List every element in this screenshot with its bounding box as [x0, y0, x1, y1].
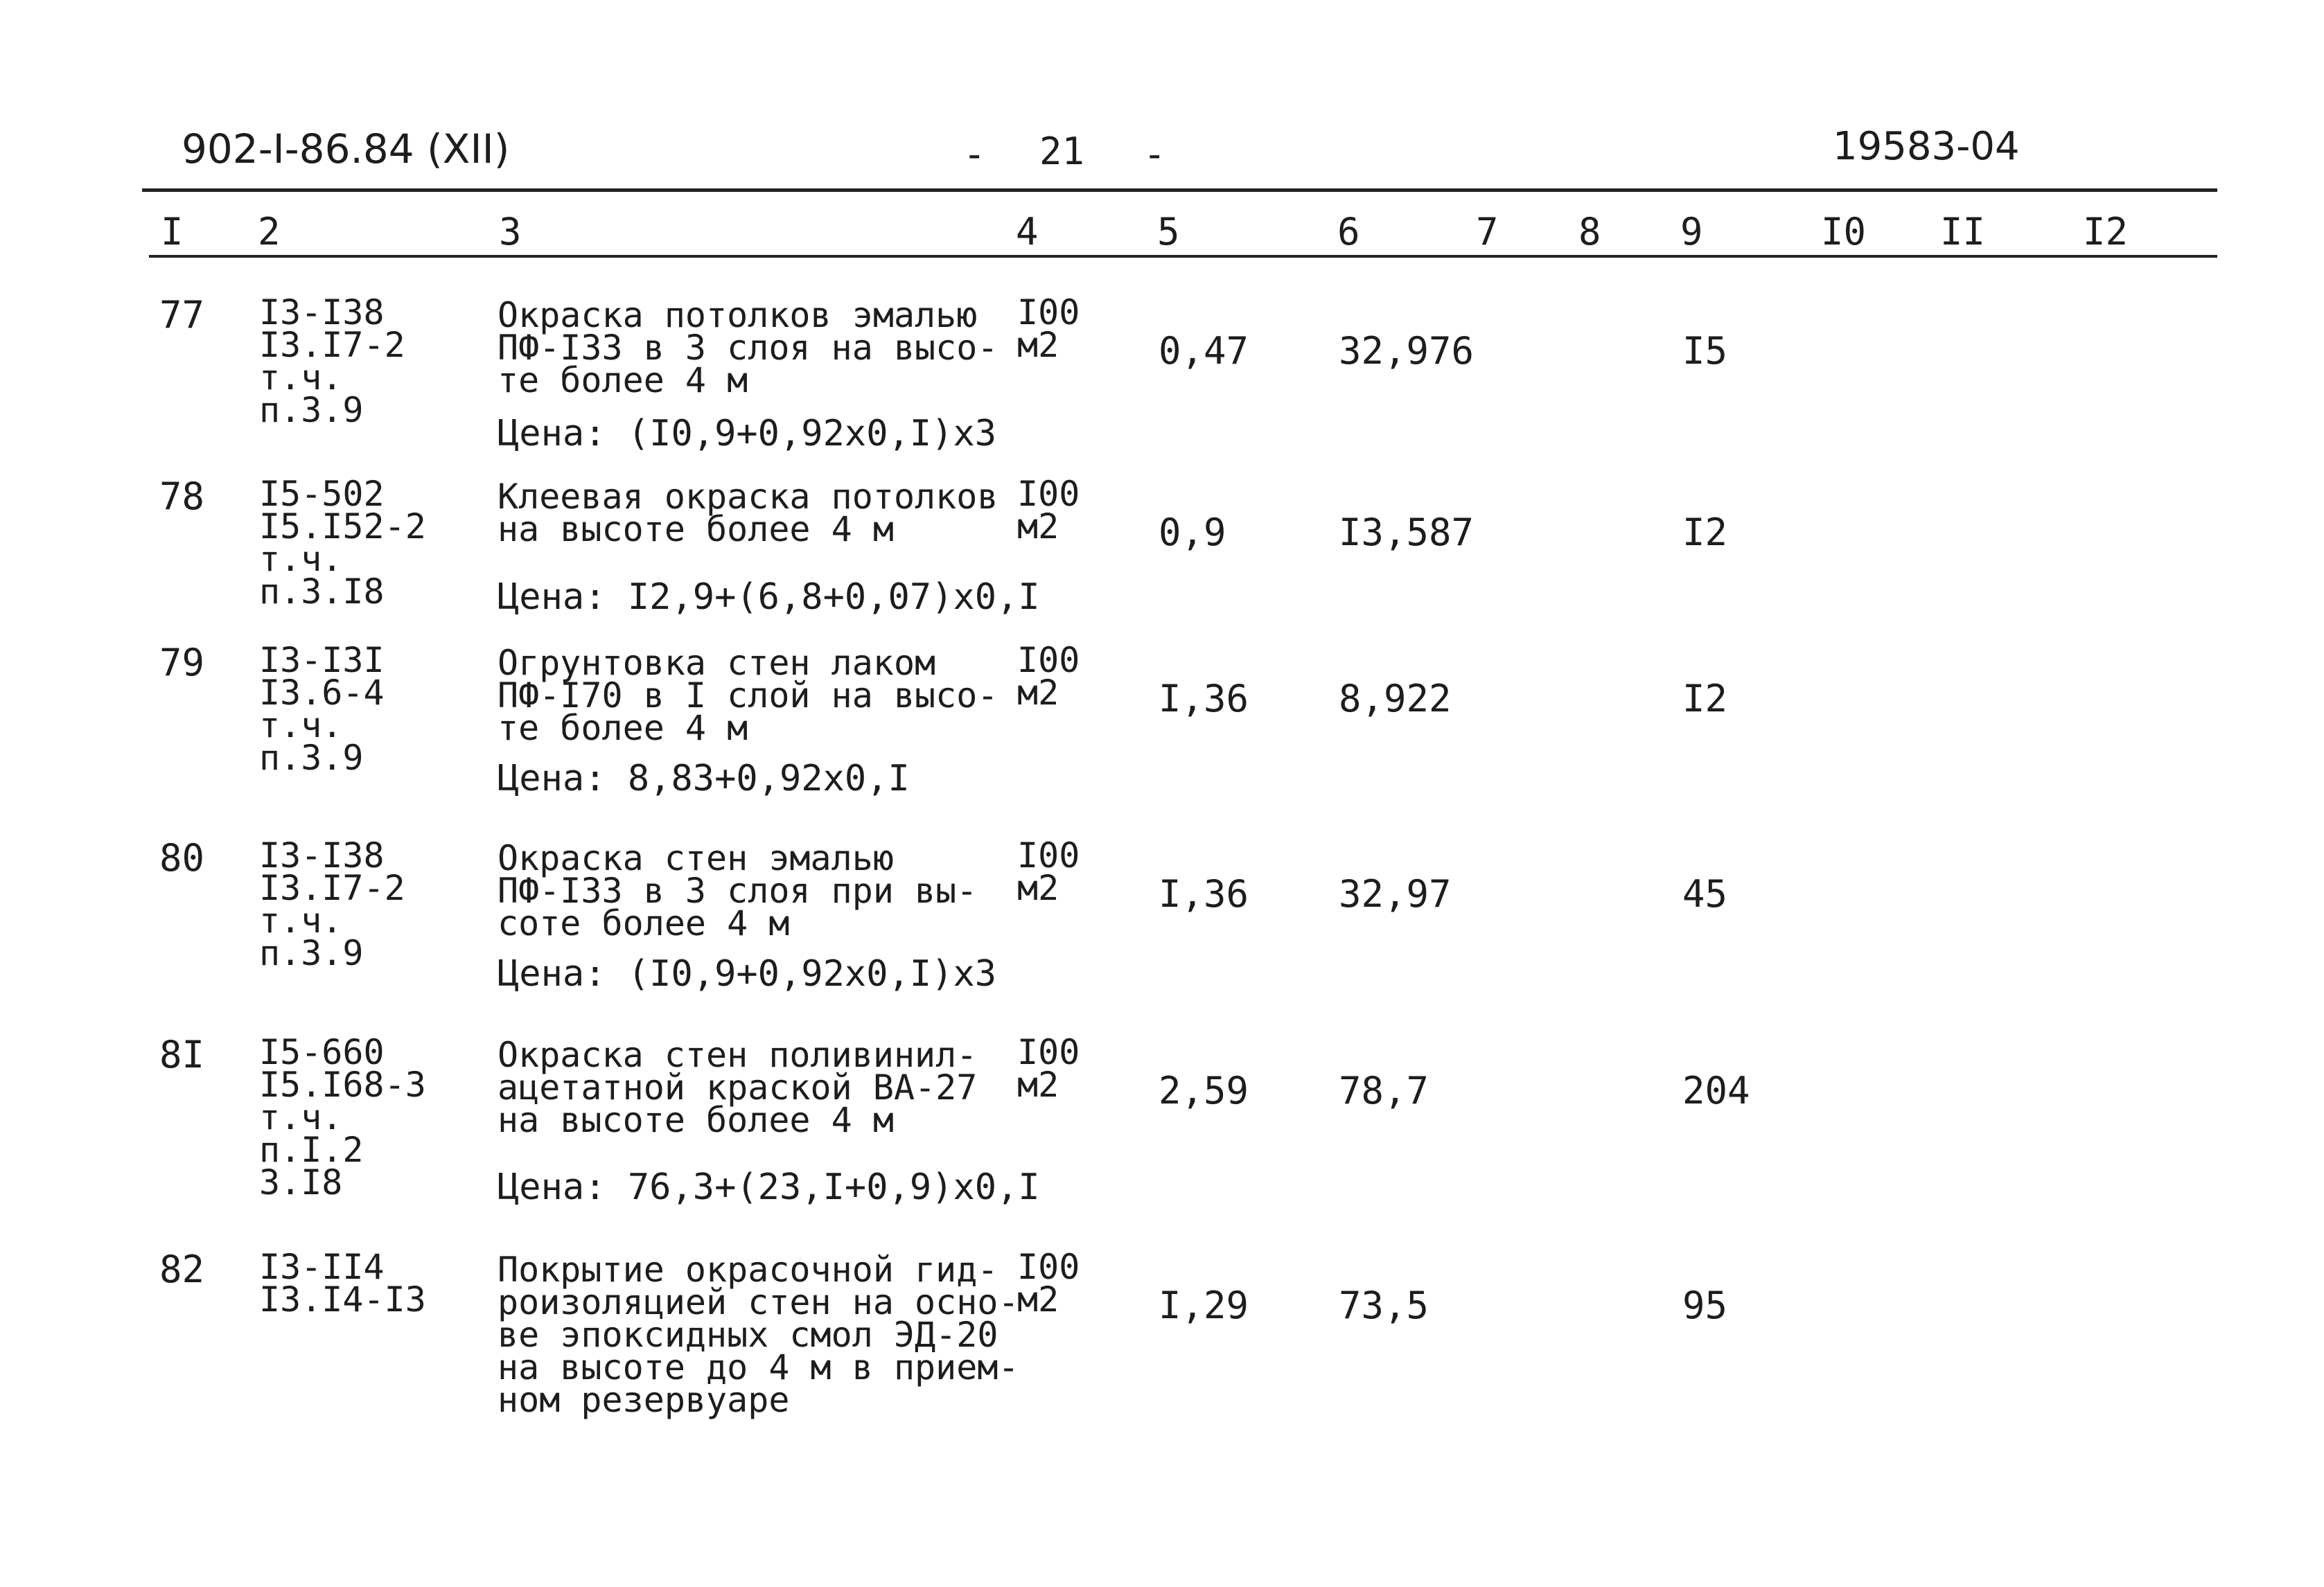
table-top-rule [142, 188, 2217, 192]
column-number-1: I [161, 210, 184, 254]
row-cost: 78,7 [1339, 1069, 1429, 1112]
row-unit: I00 м2 [1017, 835, 1080, 908]
row-quantity: I,29 [1159, 1284, 1249, 1327]
row-number: 78 [159, 475, 205, 518]
row-cost: 8,922 [1339, 677, 1452, 720]
row-description: Клеевая окраска потолков на высоте более 4 м [498, 477, 998, 549]
row-codes: I5-660 I5.I68-3 т.ч. п.I.2 3.I8 [259, 1032, 426, 1203]
row-cost: 73,5 [1339, 1284, 1429, 1327]
column-number-11: II [1940, 210, 1986, 254]
row-price: Цена: 8,83+0,92х0,I [498, 758, 910, 799]
page-dash-right: - [1143, 132, 1166, 176]
page-dash-left: - [963, 132, 986, 176]
row-number: 79 [159, 641, 205, 684]
row-description: Окраска стен поливинил- ацетатной краской ВА-27 на высоте более 4 м [498, 1035, 978, 1140]
row-quantity: I,36 [1159, 677, 1249, 720]
row-description: Окраска стен эмалью ПФ-I33 в 3 слоя при вы- соте более 4 м [498, 838, 978, 943]
doc-code: 902-I-86.84 (XII) [182, 125, 510, 172]
row-unit: I00 м2 [1017, 640, 1080, 713]
row-unit: I00 м2 [1017, 1032, 1080, 1105]
row-total: I2 [1682, 511, 1728, 554]
row-description: Огрунтовка стен лаком ПФ-I70 в I слой на высо- те более 4 м [498, 643, 998, 748]
row-total: I5 [1682, 329, 1728, 373]
column-number-9: 9 [1680, 210, 1703, 254]
row-codes: I3-II4 I3.I4-I3 [259, 1247, 426, 1320]
row-unit: I00 м2 [1017, 1247, 1080, 1320]
row-codes: I3-I38 I3.I7-2 т.ч. п.3.9 [259, 292, 405, 430]
row-number: 77 [159, 293, 205, 337]
row-codes: I3-I38 I3.I7-2 т.ч. п.3.9 [259, 835, 405, 973]
row-price: Цена: 76,3+(23,I+0,9)х0,I [498, 1167, 1040, 1208]
row-cost: 32,97 [1339, 872, 1452, 916]
page-number: 21 [1039, 130, 1085, 173]
row-quantity: I,36 [1159, 872, 1249, 916]
row-price: Цена: I2,9+(6,8+0,07)х0,I [498, 576, 1040, 618]
column-number-6: 6 [1337, 210, 1360, 254]
row-total: I2 [1682, 677, 1728, 720]
row-quantity: 0,9 [1159, 511, 1226, 554]
row-total: 95 [1682, 1284, 1728, 1327]
row-quantity: 0,47 [1159, 329, 1249, 373]
row-description: Окраска потолков эмалью ПФ-I33 в 3 слоя на высо- те более 4 м [498, 295, 998, 400]
row-cost: I3,587 [1339, 511, 1474, 554]
column-number-5: 5 [1157, 210, 1180, 254]
row-quantity: 2,59 [1159, 1069, 1249, 1112]
column-number-3: 3 [499, 210, 522, 254]
row-codes: I3-I3I I3.6-4 т.ч. п.3.9 [259, 640, 385, 778]
row-total: 204 [1682, 1069, 1750, 1112]
column-number-4: 4 [1016, 210, 1039, 254]
column-header-rule [149, 255, 2217, 258]
row-description: Покрытие окрасочной гид- роизоляцией стен на осно- ве эпоксидных смол ЭД-20 на высоте до 4 м в прием- ном резервуаре [498, 1250, 1019, 1420]
row-price: Цена: (I0,9+0,92х0,I)х3 [498, 953, 997, 995]
row-total: 45 [1682, 872, 1728, 916]
column-number-2: 2 [258, 210, 281, 254]
column-number-7: 7 [1476, 210, 1499, 254]
row-codes: I5-502 I5.I52-2 т.ч. п.3.I8 [259, 474, 426, 612]
inventory-number: 19583-04 [1833, 124, 2020, 169]
column-number-10: I0 [1821, 210, 1867, 254]
row-price: Цена: (I0,9+0,92х0,I)х3 [498, 413, 997, 454]
column-number-12: I2 [2083, 210, 2129, 254]
row-unit: I00 м2 [1017, 474, 1080, 547]
row-number: 82 [159, 1248, 205, 1291]
row-number: 80 [159, 836, 205, 880]
row-number: 8I [159, 1033, 205, 1076]
row-cost: 32,976 [1339, 329, 1474, 373]
column-number-8: 8 [1578, 210, 1601, 254]
row-unit: I00 м2 [1017, 292, 1080, 365]
